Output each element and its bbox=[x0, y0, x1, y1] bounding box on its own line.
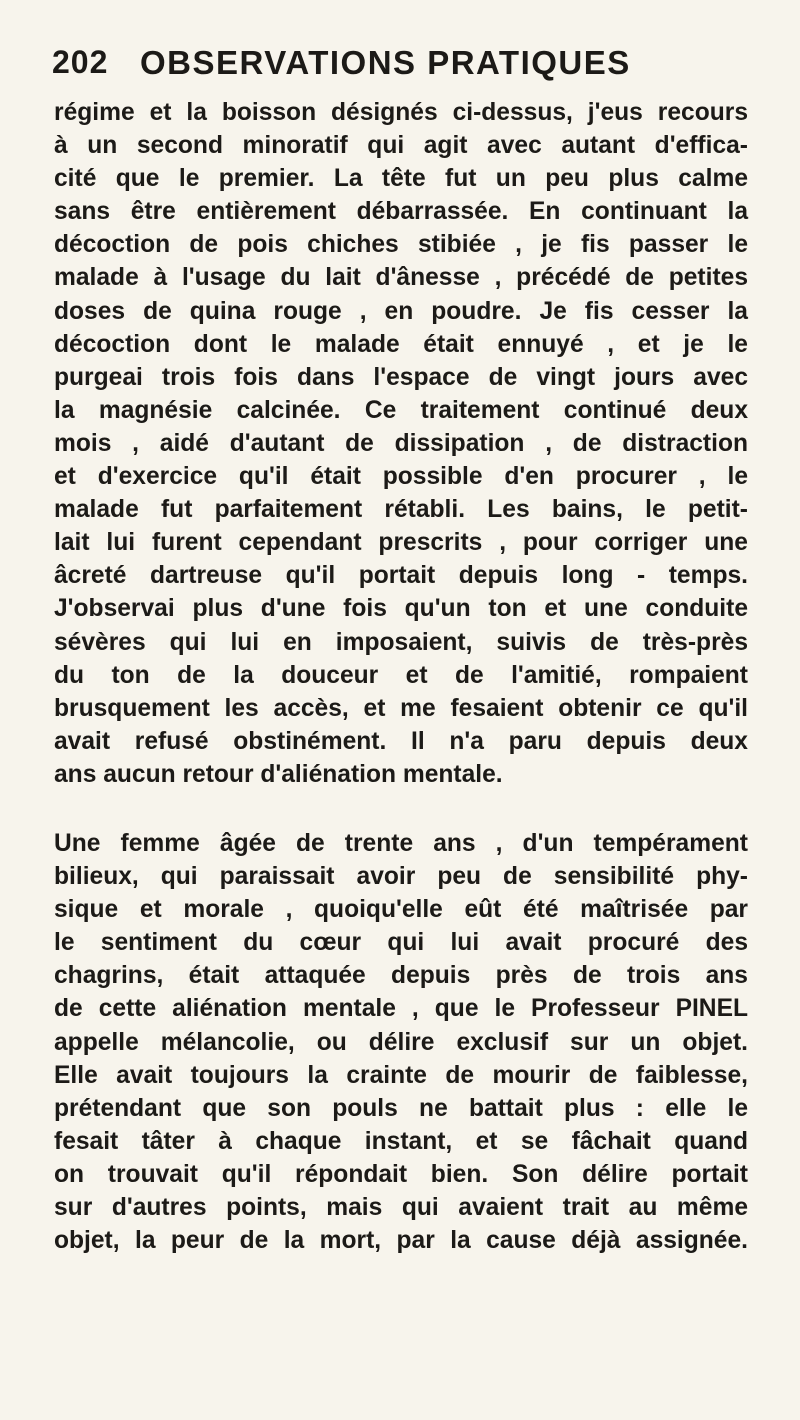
text-line: doses de quina rouge , en poudre. Je fis cesser la bbox=[54, 297, 748, 325]
text-line: lait lui furent cependant prescrits , pour corriger une bbox=[54, 529, 748, 557]
text-line: sans être entièrement débarrassée. En continuant la bbox=[54, 198, 748, 226]
text-line: malade à l'usage du lait d'ânesse , précédé de petites bbox=[54, 264, 748, 292]
body-text bbox=[54, 96, 748, 1257]
running-head: OBSERVATIONS PRATIQUES bbox=[140, 44, 631, 81]
text-line: appelle mélancolie, ou délire exclusif sur un objet. bbox=[54, 1028, 748, 1056]
text-line: décoction de pois chiches stibiée , je fis passer le bbox=[54, 231, 748, 259]
page-header bbox=[52, 44, 752, 92]
paragraph bbox=[54, 96, 748, 791]
text-line: sévères qui lui en imposaient, suivis de très-près bbox=[54, 628, 748, 656]
text-line: à un second minoratif qui agit avec autant d'effica- bbox=[54, 132, 748, 160]
text-line: sur d'autres points, mais qui avaient trait au même bbox=[54, 1194, 748, 1221]
text-line: avait refusé obstinément. Il n'a paru depuis deux bbox=[54, 727, 748, 755]
text-line: âcreté dartreuse qu'il portait depuis long - temps. bbox=[54, 562, 748, 590]
text-line: J'observai plus d'une fois qu'un ton et une conduite bbox=[54, 595, 748, 623]
text-line: et d'exercice qu'il était possible d'en procurer , le bbox=[54, 463, 748, 491]
text-line: on trouvait qu'il répondait bien. Son délire portait bbox=[54, 1160, 748, 1188]
text-line: chagrins, était attaquée depuis près de trois ans bbox=[54, 962, 748, 990]
text-line: ans aucun retour d'aliénation mentale. bbox=[54, 760, 503, 788]
page-number: 202 bbox=[52, 44, 109, 80]
text-line: Elle avait toujours la crainte de mourir de faiblesse, bbox=[54, 1061, 748, 1089]
text-line: décoction dont le malade était ennuyé , et je le bbox=[54, 330, 748, 358]
paragraph bbox=[54, 827, 748, 1257]
text-line: malade fut parfaitement rétabli. Les bains, le petit- bbox=[54, 496, 748, 524]
text-line: cité que le premier. La tête fut un peu plus calme bbox=[54, 165, 748, 193]
text-line: la magnésie calcinée. Ce traitement continué deux bbox=[54, 396, 748, 424]
text-line: Une femme âgée de trente ans , d'un tempérament bbox=[54, 829, 748, 857]
text-line: purgeai trois fois dans l'espace de vingt jours avec bbox=[54, 363, 748, 391]
text-line: bilieux, qui paraissait avoir peu de sensibilité phy- bbox=[54, 863, 748, 891]
text-line: prétendant que son pouls ne battait plus : elle le bbox=[54, 1094, 748, 1122]
paragraph-gap bbox=[54, 791, 748, 827]
text-line: régime et la boisson désignés ci-dessus, j'eus recours bbox=[54, 99, 748, 126]
text-line: le sentiment du cœur qui lui avait procuré des bbox=[54, 929, 748, 957]
text-line: mois , aidé d'autant de dissipation , de distraction bbox=[54, 429, 748, 457]
text-line: brusquement les accès, et me fesaient obtenir ce qu'il bbox=[54, 694, 748, 722]
text-line: fesait tâter à chaque instant, et se fâchait quand bbox=[54, 1127, 748, 1155]
text-line: de cette aliénation mentale , que le Professeur PINEL bbox=[54, 995, 748, 1023]
text-line: sique et morale , quoiqu'elle eût été maîtrisée par bbox=[54, 896, 748, 924]
text-line: objet, la peur de la mort, par la cause déjà assignée. bbox=[54, 1227, 748, 1255]
text-line: du ton de la douceur et de l'amitié, rompaient bbox=[54, 661, 748, 689]
